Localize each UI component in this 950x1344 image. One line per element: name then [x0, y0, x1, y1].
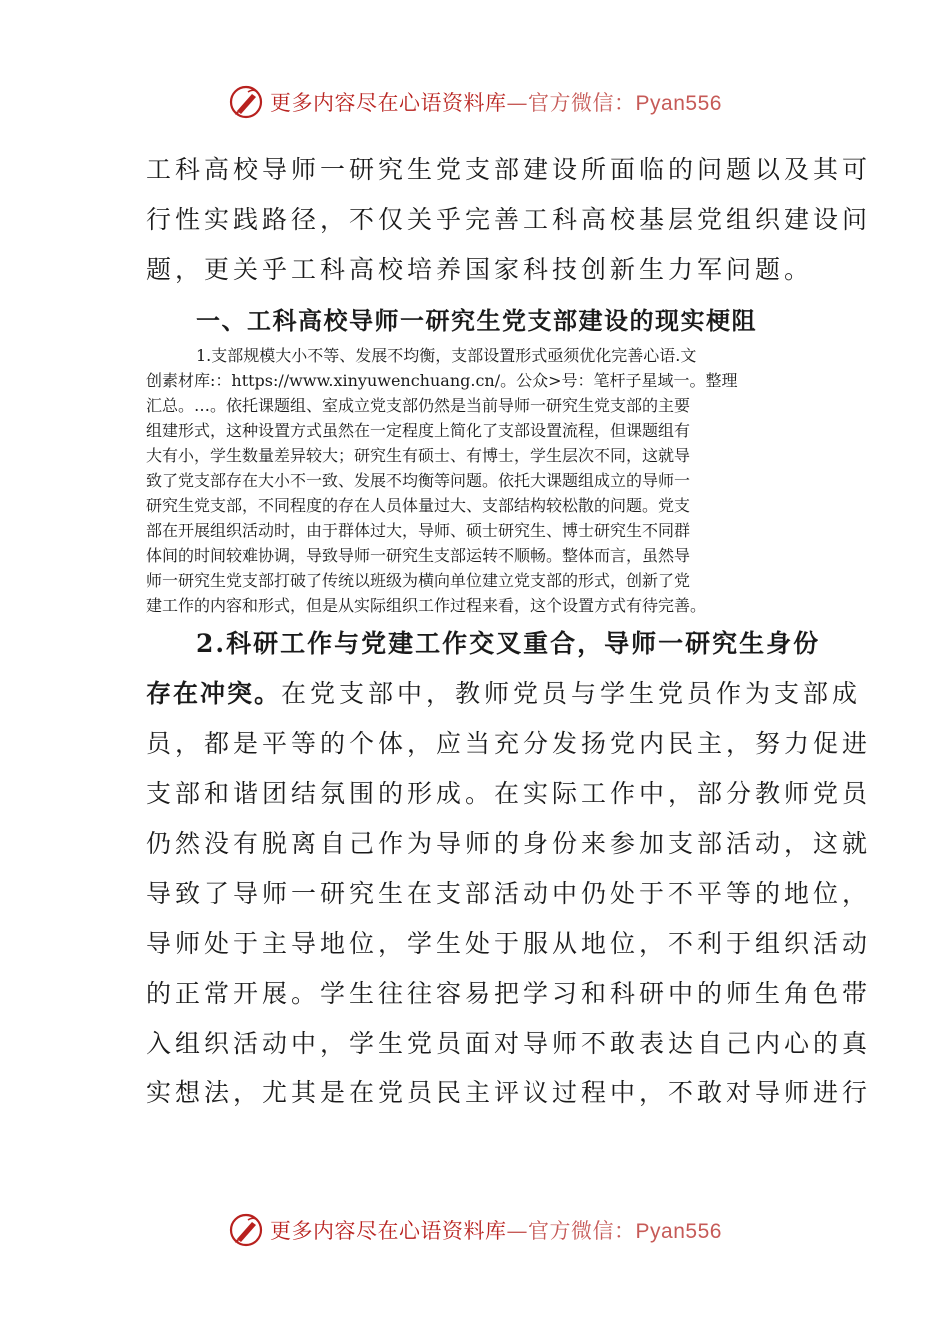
intro-line-3: 题，更关乎工科高校培养国家科技创新生力军问题。 [146, 255, 814, 284]
small-line-7: 研究生党支部，不同程度的存在人员体量过大、支部结构较松散的问题。党支 [146, 496, 691, 515]
point2-line-7: 入组织活动中，学生党员面对导师不敢表达自己内心的真 [146, 1029, 872, 1058]
small-line-4: 组建形式，这种设置方式虽然在一定程度上简化了支部设置流程，但课题组有 [146, 421, 691, 440]
small-line-3: 汇总。…。依托课题组、室成立党支部仍然是当前导师一研究生党支部的主要 [146, 396, 691, 415]
point2-line-4: 导致了导师一研究生在支部活动中仍处于不平等的地位， [146, 879, 872, 908]
point2-title-line1: 2.科研工作与党建工作交叉重合，导师一研究生身份 [196, 629, 821, 658]
point2-line-3: 仍然没有脱离自己作为导师的身份来参加支部活动，这就 [146, 829, 872, 858]
section-heading: 一、工科高校导师一研究生党支部建设的现实梗阻 [196, 306, 757, 335]
point2-title-line2: 存在冲突。 [146, 679, 282, 708]
point2-line-2: 支部和谐团结氛围的形成。在实际工作中，部分教师党员 [146, 779, 872, 808]
small-line-2: 创素材库:：https://www.xinyuwenchuang.cn/。公众>号：笔杆子星域一。整理 [146, 371, 738, 390]
footer-text: 更多内容尽在心语资料库—官方微信：Pyan556 [270, 1219, 722, 1243]
point2-line-1: 员，都是平等的个体，应当充分发扬党内民主，努力促进 [146, 729, 872, 758]
header-brand [228, 84, 722, 120]
page-footer [0, 1210, 950, 1250]
header-text: 更多内容尽在心语资料库—官方微信：Pyan556 [270, 91, 722, 115]
small-line-1: 1.支部规模大小不等、发展不均衡，支部设置形式亟须优化完善心语.文 [196, 346, 697, 365]
point2-line-5: 导师处于主导地位，学生处于服从地位，不利于组织活动 [146, 929, 872, 958]
small-line-6: 致了党支部存在大小不一致、发展不均衡等问题。依托大课题组成立的导师一 [146, 471, 691, 490]
small-line-9: 体间的时间较难协调，导致导师一研究生支部运转不顺畅。整体而言，虽然导 [146, 546, 691, 565]
point2-line-6: 的正常开展。学生往往容易把学习和科研中的师生角色带 [146, 979, 872, 1008]
point2-line-0-rest: 在党支部中，教师党员与学生党员作为支部成 [281, 679, 862, 708]
point2-line-0 [146, 679, 861, 709]
intro-line-1: 工科高校导师一研究生党支部建设所面临的问题以及其可 [146, 155, 872, 184]
pen-logo-icon [228, 84, 264, 120]
intro-line-2: 行性实践路径，不仅关乎完善工科高校基层党组织建设问 [146, 205, 872, 234]
pen-logo-icon [228, 1212, 264, 1248]
small-line-8: 部在开展组织活动时，由于群体过大，导师、硕士研究生、博士研究生不同群 [146, 521, 691, 540]
small-line-11: 建工作的内容和形式，但是从实际组织工作过程来看，这个设置方式有待完善。 [146, 596, 707, 615]
small-line-5: 大有小，学生数量差异较大；研究生有硕士、有博士，学生层次不同，这就导 [146, 446, 691, 465]
footer-brand [228, 1212, 722, 1248]
point2-line-8: 实想法，尤其是在党员民主评议过程中，不敢对导师进行 [146, 1078, 872, 1107]
small-line-10: 师一研究生党支部打破了传统以班级为横向单位建立党支部的形式，创新了党 [146, 571, 691, 590]
page-header [0, 82, 950, 122]
